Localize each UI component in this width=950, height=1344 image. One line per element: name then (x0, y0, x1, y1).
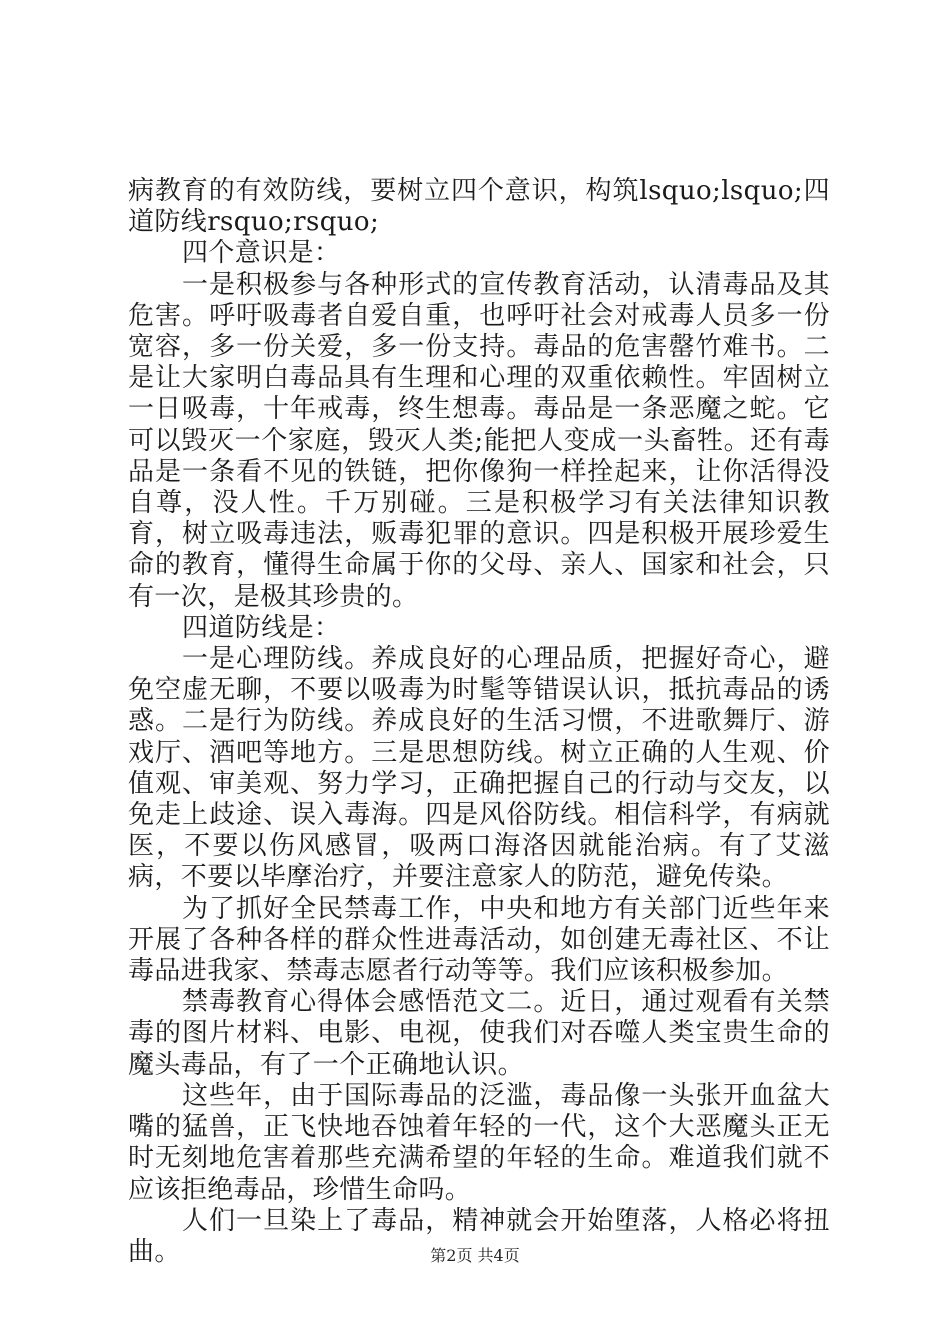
paragraph-5: 一是心理防线。养成良好的心理品质，把握好奇心，避免空虚无聊，不要以吸毒为时髦等错误认识，抵抗毒品的诱惑。二是行为防线。养成良好的生活习惯，不进歌舞厅、游戏厅、酒吧等地方。三是思想防线。树立正确的人生观、价值观、审美观、努力学习，正确把握自己的行动与交友，以免走上歧途、误入毒海。四是风俗防线。相信科学，有病就医，不要以伤风感冒，吸两口海洛因就能治病。有了艾滋病，不要以毕摩治疗，并要注意家人的防范，避免传染。 (128, 644, 830, 893)
document-body (128, 176, 830, 1268)
paragraph-4: 四道防线是： (182, 612, 341, 643)
paragraph-8: 这些年，由于国际毒品的泛滥，毒品像一头张开血盆大嘴的猛兽，正飞快地吞蚀着年轻的一代，这个大恶魔头正无时无刻地危害着那些充满希望的年轻的生命。难道我们就不应该拒绝毒品，珍惜生命吗。 (128, 1080, 830, 1205)
paragraph-3: 一是积极参与各种形式的宣传教育活动，认清毒品及其危害。呼吁吸毒者自爱自重，也呼吁社会对戒毒人员多一份宽容，多一份关爱，多一份支持。毒品的危害罄竹难书。二是让大家明白毒品具有生理和心理的双重依赖性。牢固树立一日吸毒，十年戒毒，终生想毒。毒品是一条恶魔之蛇。它可以毁灭一个家庭，毁灭人类;能把人变成一头畜牲。还有毒品是一条看不见的铁链，把你像狗一样拴起来，让你活得没自尊，没人性。千万别碰。三是积极学习有关法律知识教育，树立吸毒违法，贩毒犯罪的意识。四是积极开展珍爱生命的教育，懂得生命属于你的父母、亲人、国家和社会，只有一次，是极其珍贵的。 (128, 269, 830, 612)
paragraph-9: 人们一旦染上了毒品，精神就会开始堕落，人格必将扭曲。 (128, 1205, 830, 1267)
paragraph-7: 禁毒教育心得体会感悟范文二。近日，通过观看有关禁毒的图片材料、电影、电视，使我们对吞噬人类宝贵生命的魔头毒品，有了一个正确地认识。 (128, 987, 830, 1080)
paragraph-6: 为了抓好全民禁毒工作，中央和地方有关部门近些年来开展了各种各样的群众性进毒活动，如创建无毒社区、不让毒品进我家、禁毒志愿者行动等等。我们应该积极参加。 (128, 893, 830, 987)
paragraph-1: 病教育的有效防线，要树立四个意识，构筑lsquo;lsquo;四道防线rsquo;rsquo; (128, 176, 830, 238)
paragraph-2: 四个意识是： (182, 238, 341, 269)
page-number: 第2页 共4页 (430, 1246, 520, 1265)
page-footer (0, 1243, 950, 1266)
